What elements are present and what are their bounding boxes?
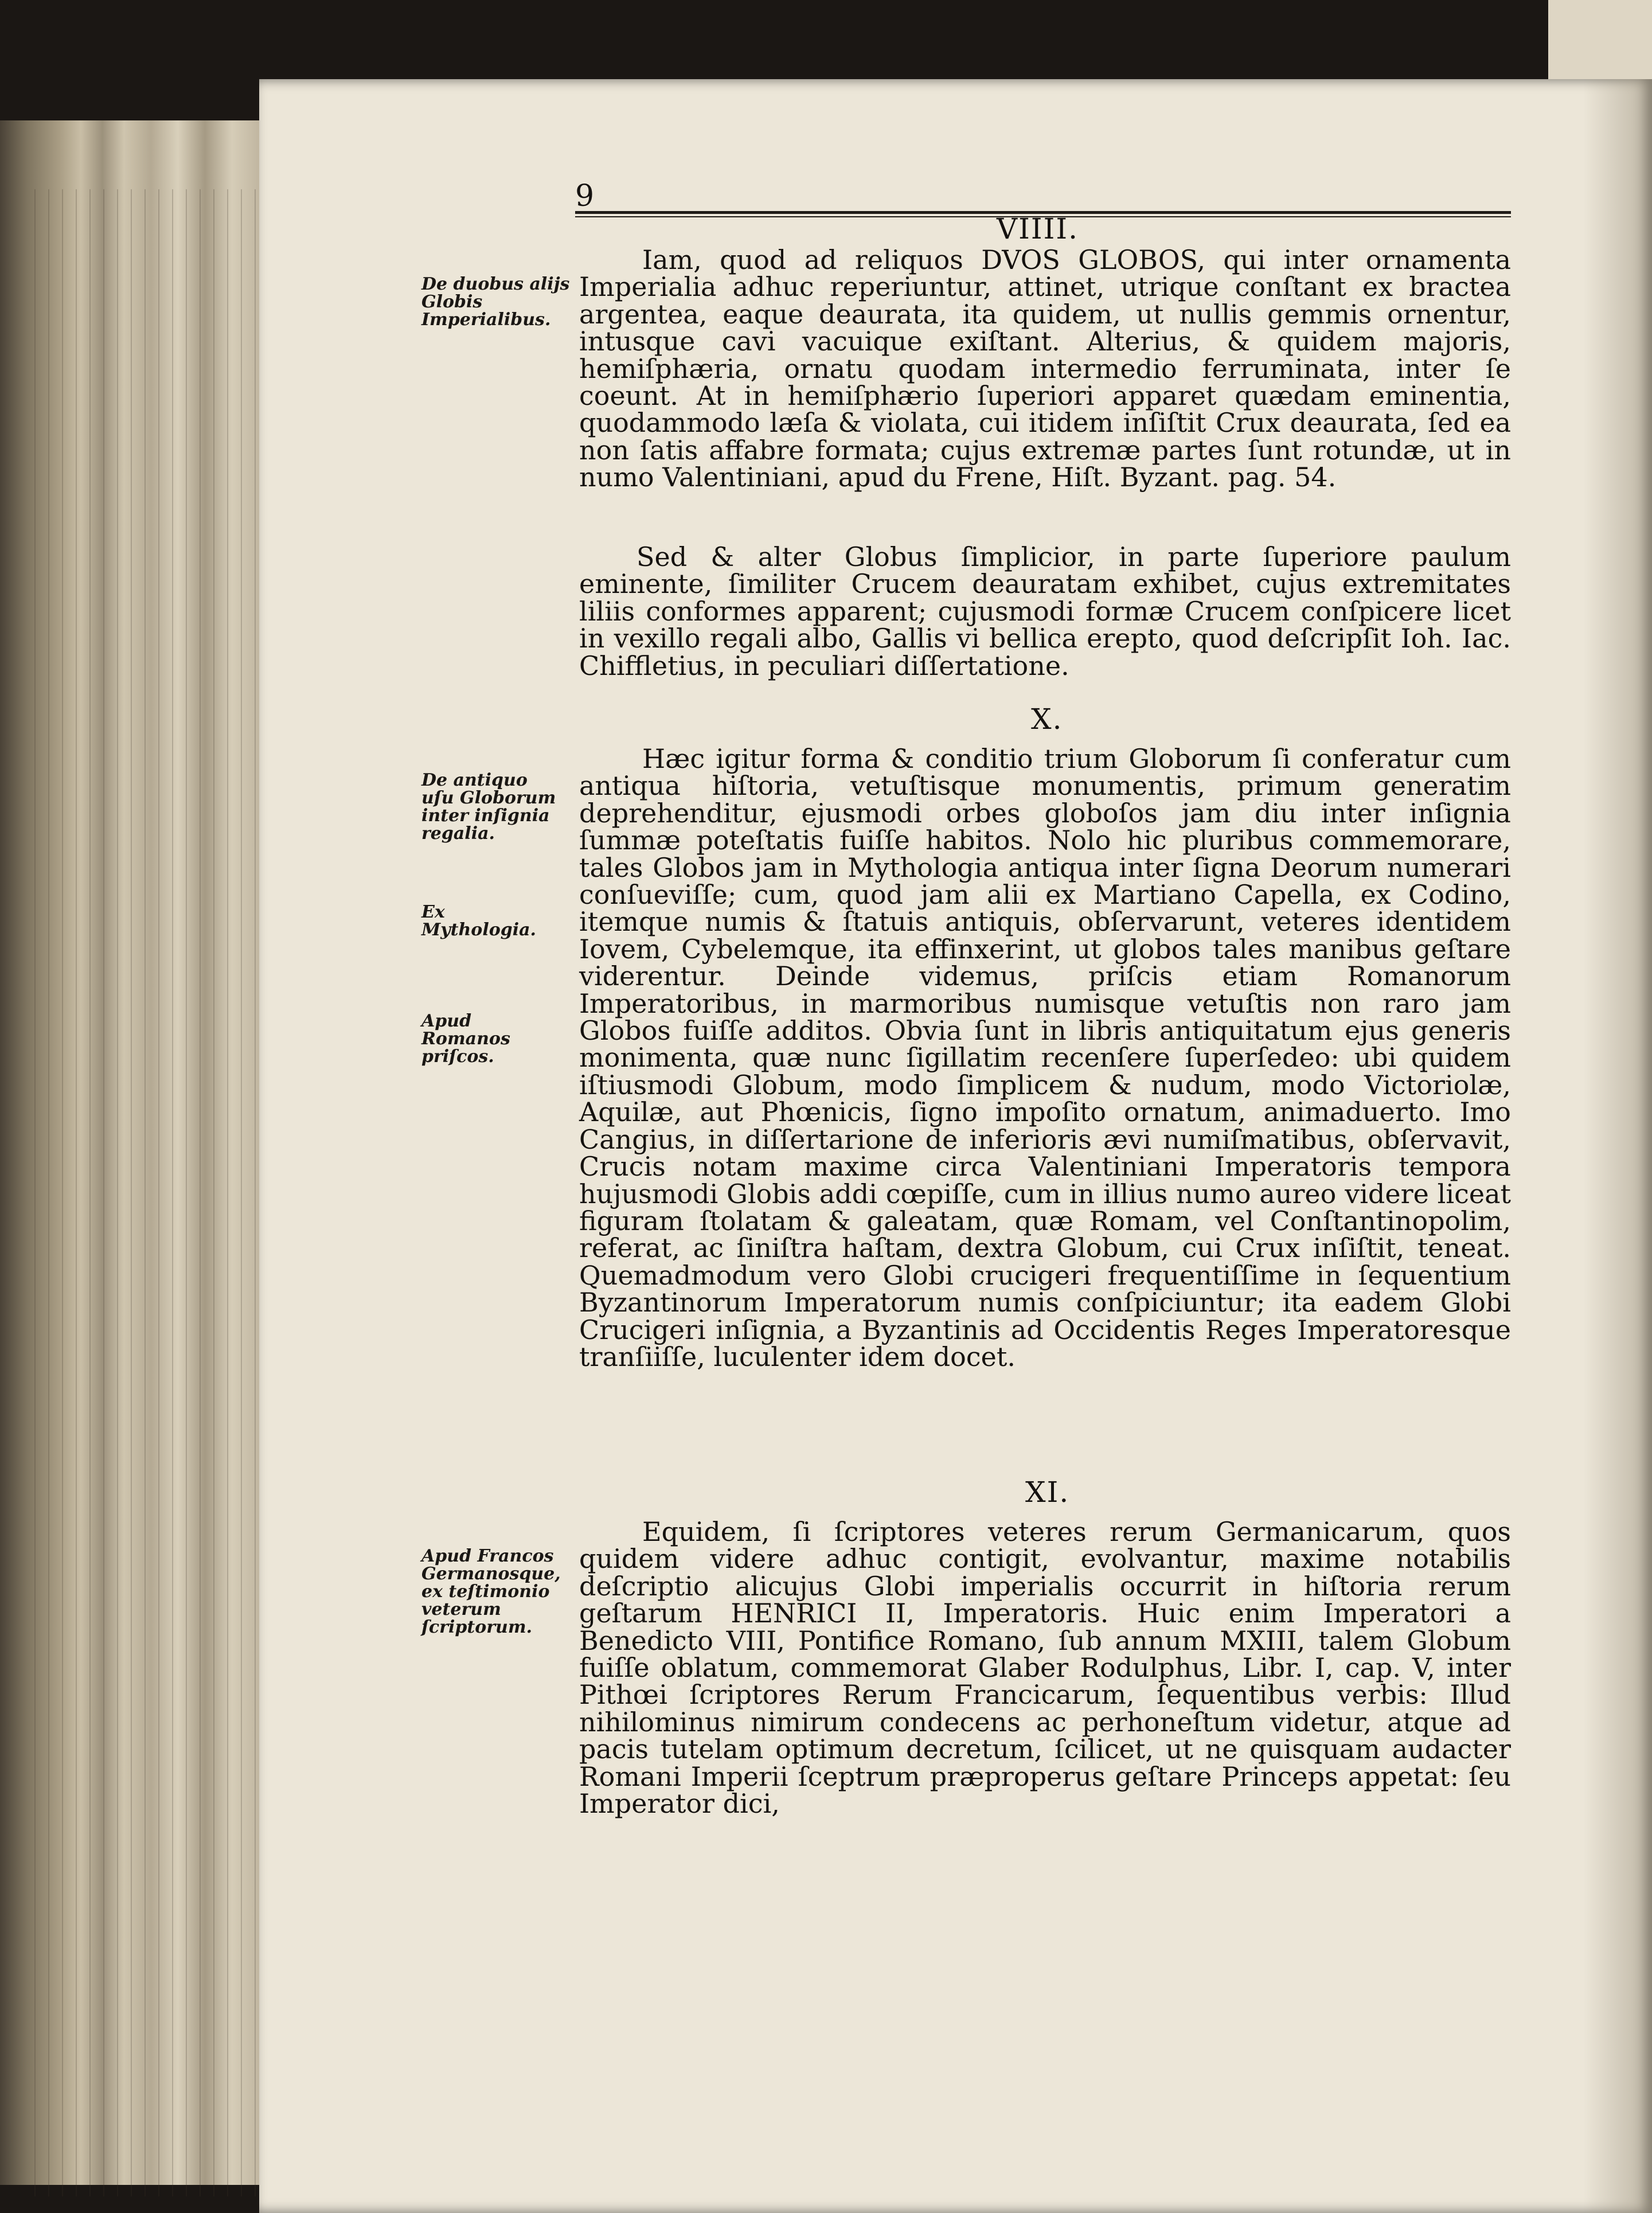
facing-page-corner xyxy=(1548,0,1652,80)
page-edges xyxy=(34,189,264,2196)
margin-note: Ex Mythologia. xyxy=(421,902,536,940)
margin-note: Apud Francos Germanosque, ex teſtimonio veterum ſcriptorum. xyxy=(421,1546,561,1637)
paragraph: Sed & alter Globus ſimplicior, in parte ſuperiore paulum eminente, ſimiliter Crucem deauratam exhibet, cujus extremitates liliis conformes apparent; cujusmodi formæ Crucem conſpicere licet in vexillo regali albo, Gallis vi bellica erepto, quod deſcripſit Ioh. Iac. Chiffletius, in peculiari diſſertatione. xyxy=(579,541,1511,681)
section-numeral: XI. xyxy=(1025,1476,1070,1509)
margin-note: De antiquo uſu Globorum inter inſignia regalia. xyxy=(421,770,556,844)
section-numeral: X. xyxy=(1031,702,1063,736)
paragraph: Iam, quod ad reliquos DVOS GLOBOS, qui inter ornamenta Imperialia adhuc reperiuntur, attinet, utrique conſtant ex bractea argentea, eaque deaurata, ita quidem, ut nullis gemmis ornentur, intusque cavi vacuique exiſtant. Alterius, & quidem majoris, hemiſphæria, ornatu quodam intermedio ferruminata, inter ſe coeunt. At in hemiſphærio ſuperiori apparet quædam eminentia, quodammodo læſa & violata, cui itidem inſiſtit Crux deaurata, ſed ea non ſatis affabre formata; cujus extremæ partes ſunt rotundæ, ut in numo Valentiniani, apud du Frene, Hiſt. Byzant. pag. 54. xyxy=(579,244,1511,493)
paragraph: Equidem, ſi ſcriptores veteres rerum Germanicarum, quos quidem videre adhuc contigit, evolvantur, maxime notabilis deſcriptio alicujus Globi imperialis occurrit in hiſtoria rerum geſtarum HENRICI II, Imperatoris. Huic enim Imperatori a Benedicto VIII, Pontifice Romano, ſub annum MXIII, talem Globum fuiſſe oblatum, commemorat Glaber Rodulphus, Libr. I, cap. V, inter Pithœi ſcriptores Rerum Francicarum, ſequentibus verbis: Illud nihilominus nimirum condecens ac perhoneſtum videtur, atque ad pacis tutelam optimum decretum, ſcilicet, ut ne quisquam audacter Romani Imperii ſceptrum præproperus geſtare Princeps appetat: ſeu Imperator dici, xyxy=(579,1516,1511,1820)
margin-note: De duobus alijs Globis Imperialibus. xyxy=(421,274,570,330)
page-number: 9 xyxy=(575,179,595,213)
gutter-shadow xyxy=(1583,79,1652,2213)
section-numeral: VIIII. xyxy=(997,212,1079,245)
paragraph: Hæc igitur forma & conditio trium Globorum ſi conferatur cum antiqua hiſtoria, vetuſtisque monumentis, primum generatim deprehenditur, ejusmodi orbes globoſos jam diu inter inſignia ſummæ poteſtatis fuiſſe habitos. Nolo hic pluribus commemorare, tales Globos jam in Mythologia antiqua inter ſigna Deorum numerari conſueviſſe; cum, quod jam alii ex Martiano Capella, ex Codino, itemque numis & ſtatuis antiquis, obſervarunt, veteres identidem Iovem, Cybelemque, ita effinxerint, ut globos tales manibus geſtare viderentur. Deinde videmus, priſcis etiam Romanorum Imperatoribus, in marmoribus numisque vetuſtis non raro jam Globos fuiſſe additos. Obvia ſunt in libris antiquitatum ejus generis monimenta, quæ nunc ſigillatim recenſere ſuperſedeo: ubi quidem iſtiusmodi Globum, modo ſimplicem & nudum, modo Victoriolæ, Aquilæ, aut Phœnicis, ſigno impoſito ornatum, animaduerto. Imo Cangius, in diſſertarione de inferioris ævi numiſmatibus, obſervavit, Crucis notam maxime circa Valentiniani Imperatoris tempora hujusmodi Globis addi cœpiſſe, cum in illius numo aureo videre liceat figuram ſtolatam & galeatam, quæ Romam, vel Conſtantinopolim, referat, ac ſiniſtra haſtam, dextra Globum, cui Crux inſiſtit, teneat. Quemadmodum vero Globi crucigeri frequentiſſime in ſequentium Byzantinorum Imperatorum numis conſpiciuntur; ita eadem Globi Crucigeri inſignia, a Byzantinis ad Occidentis Reges Imperatoresque tranſiiſſe, luculenter idem docet. xyxy=(579,743,1511,1372)
page-stack-edge xyxy=(0,120,270,2185)
margin-note: Apud Romanos priſcos. xyxy=(421,1011,510,1067)
